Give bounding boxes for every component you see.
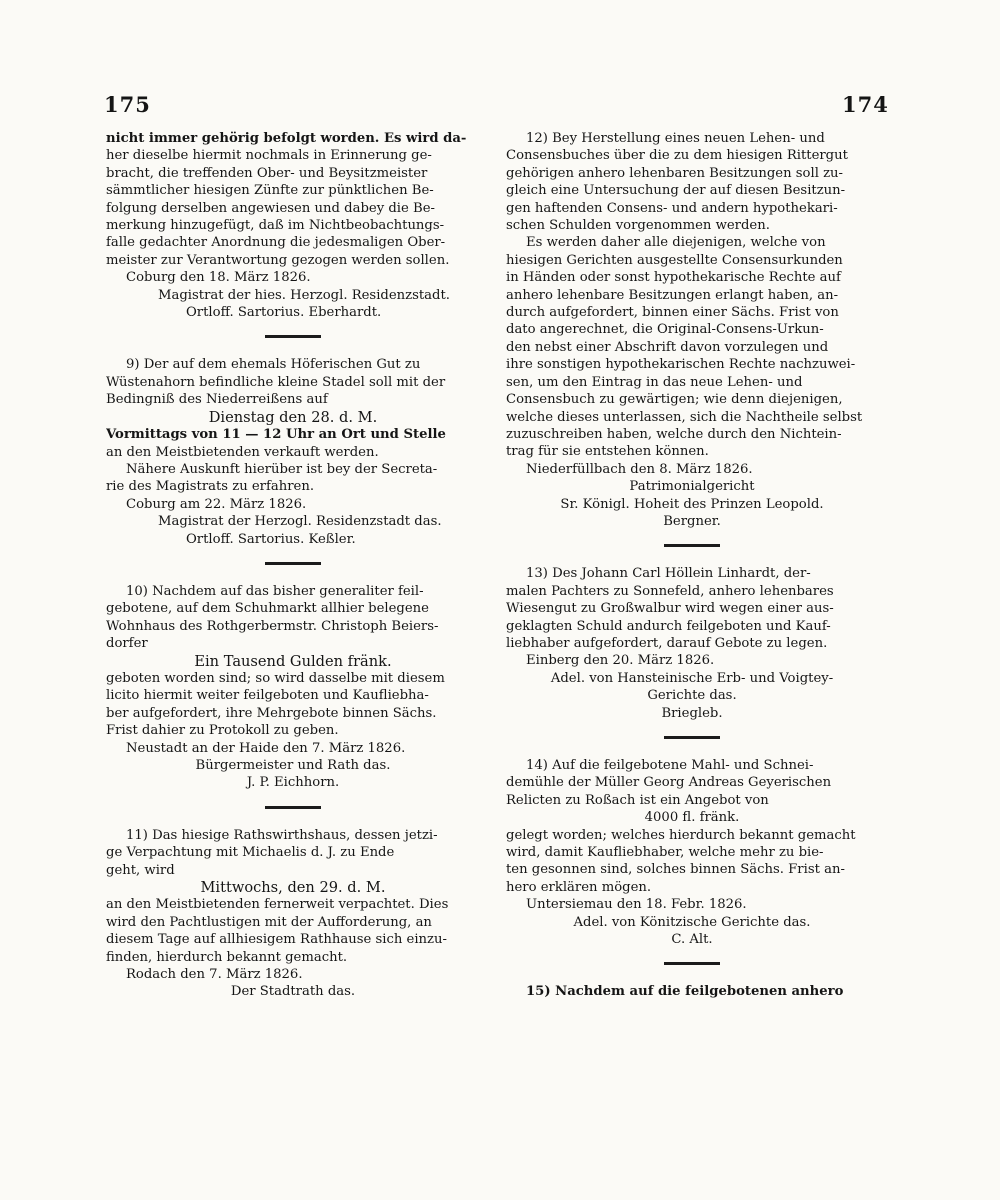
right-column <box>506 130 878 1001</box>
text-line: diesem Tage auf allhiesigem Rathhause sich einzu- <box>106 932 447 948</box>
section-divider <box>664 544 720 547</box>
text-line: Sr. Königl. Hoheit des Prinzen Leopold. <box>560 496 824 512</box>
text-line: Vormittags von 11 — 12 Uhr an Ort und Stelle <box>106 427 446 443</box>
text-line: Neustadt an der Haide den 7. März 1826. <box>126 740 406 756</box>
text-line: Wüstenahorn befindliche kleine Stadel soll mit der <box>106 374 446 390</box>
text-line: Der Stadtrath das. <box>230 984 356 1000</box>
text-line: Coburg am 22. März 1826. <box>126 496 307 512</box>
section-divider <box>265 335 321 338</box>
page-number-right: 174 <box>842 92 889 117</box>
text-line: liebhaber aufgefordert, darauf Gebote zu legen. <box>506 635 828 651</box>
text-line: durch aufgefordert, binnen einer Sächs. Frist von <box>506 305 839 321</box>
text-line: meister zur Verantwortung gezogen werden sollen. <box>106 252 450 268</box>
text-line: wird den Pachtlustigen mit der Aufforderung, an <box>106 914 432 930</box>
left-column <box>106 130 480 1001</box>
text-line: bracht, die treffenden Ober- und Beysitzmeister <box>106 165 428 181</box>
text-line: Dienstag den 28. d. M. <box>208 408 378 426</box>
text-line: Relicten zu Roßach ist ein Angebot von <box>506 792 769 808</box>
text-line: Coburg den 18. März 1826. <box>126 270 311 286</box>
text-line: Einberg den 20. März 1826. <box>526 653 715 669</box>
text-line: falle gedachter Anordnung die jedesmaligen Ober- <box>106 235 446 251</box>
text-line: Magistrat der Herzogl. Residenzstadt das. <box>158 514 442 530</box>
text-line: Ortloff. Sartorius. Eberhardt. <box>186 305 382 321</box>
text-line: malen Pachters zu Sonnefeld, anhero lehenbares <box>506 583 834 599</box>
text-line: C. Alt. <box>671 932 713 948</box>
text-line: wird, damit Kaufliebhaber, welche mehr zu bie- <box>506 845 824 861</box>
text-line: ber aufgefordert, ihre Mehrgebote binnen Sächs. <box>106 705 437 721</box>
section-divider <box>265 562 321 565</box>
text-line: Consensbuches über die zu dem hiesigen Rittergut <box>506 148 848 164</box>
text-line: Ortloff. Sartorius. Keßler. <box>186 531 356 547</box>
text-line: Rodach den 7. März 1826. <box>126 967 303 983</box>
text-line: an den Meistbietenden fernerweit verpachtet. Dies <box>106 897 449 913</box>
text-line: Briegleb. <box>661 705 723 721</box>
text-line: Adel. von Könitzische Gerichte das. <box>573 914 811 930</box>
text-line: nicht immer gehörig befolgt worden. Es wird da- <box>106 131 467 146</box>
text-line: schen Schulden vorgenommen werden. <box>506 218 770 234</box>
text-line: 15) Nachdem auf die feilgebotenen anhero <box>526 984 844 1000</box>
section-divider <box>265 806 321 809</box>
text-line: Frist dahier zu Protokoll zu geben. <box>106 723 339 739</box>
text-line: welche dieses unterlassen, sich die Nachtheile selbst <box>506 409 863 425</box>
text-line: gleich eine Untersuchung der auf diesen Besitzun- <box>506 183 846 199</box>
text-line: trag für sie entstehen können. <box>506 444 709 460</box>
text-line: folgung derselben angewiesen und dabey die Be- <box>106 200 435 216</box>
text-line: an den Meistbietenden verkauft werden. <box>106 444 379 460</box>
section-divider <box>664 962 720 965</box>
text-line: in Händen oder sonst hypothekarische Rechte auf <box>506 270 841 286</box>
text-line: Untersiemau den 18. Febr. 1826. <box>526 897 747 913</box>
text-line: Es werden daher alle diejenigen, welche von <box>526 235 826 251</box>
section-divider <box>664 736 720 739</box>
text-line: Adel. von Hansteinische Erb- und Voigtey- <box>550 670 834 686</box>
text-line: anhero lehenbare Besitzungen erlangt haben, an- <box>506 287 839 303</box>
text-line: Patrimonialgericht <box>629 479 755 495</box>
text-line: merkung hinzugefügt, daß im Nichtbeobachtungs- <box>106 218 445 234</box>
text-line: licito hiermit weiter feilgeboten und Kaufliebha- <box>106 688 429 704</box>
text-line: hiesigen Gerichten ausgestellte Consensurkunden <box>506 252 843 268</box>
text-line: Nähere Auskunft hierüber ist bey der Secreta- <box>126 461 438 477</box>
text-line: den nebst einer Abschrift davon vorzulegen und <box>506 339 829 355</box>
text-line: finden, hierdurch bekannt gemacht. <box>106 949 348 965</box>
text-line: Niederfüllbach den 8. März 1826. <box>526 461 753 477</box>
text-line: geht, wird <box>106 862 175 878</box>
text-line: 14) Auf die feilgebotene Mahl- und Schnei- <box>526 758 814 773</box>
text-line: zuzuschreiben haben, welche durch den Nichtein- <box>506 426 842 442</box>
text-line: gen haftenden Consens- und andern hypothekari- <box>506 200 838 216</box>
text-line: sen, um den Eintrag in das neue Lehen- und <box>506 374 803 390</box>
text-line: Gerichte das. <box>647 688 737 704</box>
text-line: J. P. Eichhorn. <box>246 775 340 791</box>
text-line: 10) Nachdem auf das bisher generaliter feil- <box>126 583 424 599</box>
text-line: 11) Das hiesige Rathswirthshaus, dessen jetzi- <box>126 827 438 843</box>
text-line: geboten worden sind; so wird dasselbe mit diesem <box>106 670 445 686</box>
text-line: geklagten Schuld andurch feilgeboten und Kauf- <box>506 618 831 634</box>
text-line: demühle der Müller Georg Andreas Geyerischen <box>506 775 832 791</box>
text-line: gebotene, auf dem Schuhmarkt allhier belegene <box>106 601 429 617</box>
text-line: gelegt worden; welches hierdurch bekannt gemacht <box>506 827 856 843</box>
text-line: Consensbuch zu gewärtigen; wie denn diejenigen, <box>506 392 843 408</box>
text-line: dato angerechnet, die Original-Consens-Urkun- <box>506 322 824 338</box>
page-number-left: 175 <box>104 92 151 117</box>
text-line: Bürgermeister und Rath das. <box>195 758 391 773</box>
text-line: Magistrat der hies. Herzogl. Residenzstadt. <box>158 287 450 303</box>
text-line: Wiesengut zu Großwalbur wird wegen einer aus- <box>506 601 834 617</box>
text-line: ten gesonnen sind, solches binnen Sächs. Frist an- <box>506 862 845 878</box>
text-line: rie des Magistrats zu erfahren. <box>106 479 315 495</box>
text-line: hero erklären mögen. <box>506 879 652 895</box>
text-line: Bergner. <box>663 513 721 529</box>
text-line: ihre sonstigen hypothekarischen Rechte nachzuwei- <box>506 357 856 373</box>
text-line: Ein Tausend Gulden fränk. <box>194 652 392 670</box>
text-line: dorfer <box>106 636 148 652</box>
text-line: 12) Bey Herstellung eines neuen Lehen- und <box>526 131 825 146</box>
text-line: 13) Des Johann Carl Höllein Linhardt, der- <box>526 566 811 582</box>
text-line: gehörigen anhero lehenbaren Besitzungen soll zu- <box>506 165 844 181</box>
text-line: her dieselbe hiermit nochmals in Erinnerung ge- <box>106 148 432 164</box>
text-line: Bedingniß des Niederreißens auf <box>106 392 328 408</box>
text-line: sämmtlicher hiesigen Zünfte zur pünktlichen Be- <box>106 183 434 199</box>
text-line: ge Verpachtung mit Michaelis d. J. zu Ende <box>106 845 395 861</box>
text-line: 9) Der auf dem ehemals Höferischen Gut zu <box>126 357 421 373</box>
text-line: Wohnhaus des Rothgerbermstr. Christoph Beiers- <box>106 618 439 634</box>
text-line: 4000 fl. fränk. <box>644 810 740 826</box>
text-line: Mittwochs, den 29. d. M. <box>200 879 386 897</box>
